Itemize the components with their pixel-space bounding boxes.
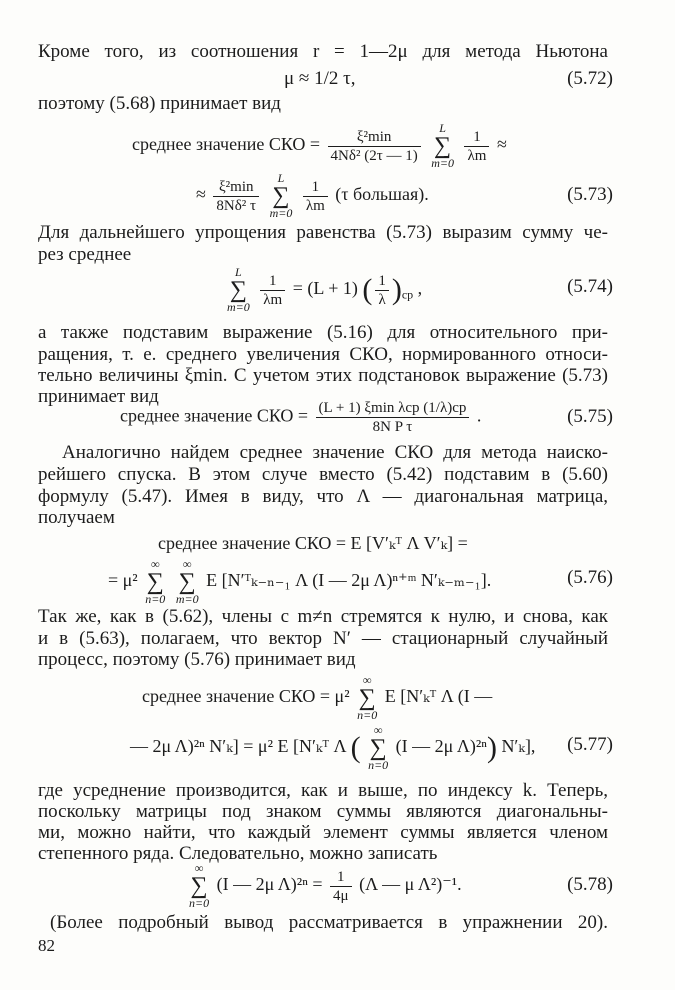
fraction-numerator: ξ²min bbox=[328, 128, 421, 147]
sum-upper-limit: ∞ bbox=[362, 673, 372, 687]
sum-upper-limit: ∞ bbox=[150, 557, 160, 571]
sum-lower-limit: n=0 bbox=[189, 896, 210, 910]
sum-upper-limit: L bbox=[235, 265, 242, 279]
equation-lhs: среднее значение СКО = bbox=[120, 405, 309, 426]
fraction-denominator: 8N P τ bbox=[372, 419, 413, 435]
fraction-denominator: λ bbox=[378, 291, 386, 308]
summation: L ∑ m=0 bbox=[227, 265, 250, 314]
fraction-numerator: 1 bbox=[375, 272, 389, 291]
fraction-denominator: λm bbox=[263, 291, 283, 308]
equation-rhs: (Λ — μ Λ²)⁻¹. bbox=[359, 874, 462, 895]
equation-5-73-line2 bbox=[196, 172, 429, 220]
approx-sign: ≈ bbox=[496, 134, 507, 155]
fraction bbox=[303, 178, 328, 215]
equation-number: (5.73) bbox=[567, 184, 613, 205]
equation-middle: = (L + 1) bbox=[292, 278, 358, 299]
fraction-denominator: λm bbox=[467, 147, 487, 164]
fraction bbox=[260, 272, 285, 309]
equation-5-77-line1 bbox=[142, 674, 492, 722]
text-line: степенного ряда. Следовательно, можно записать bbox=[38, 843, 438, 864]
equation-note: (τ большая). bbox=[335, 184, 429, 205]
text-line: а также подставим выражение (5.16) для относительного при- bbox=[38, 322, 608, 343]
text-line: ращения, т. е. среднего увеличения СКО, нормированного относи- bbox=[38, 344, 608, 365]
text-line: формулу (5.47). Имея в виду, что Λ — диагональная матрица, bbox=[38, 486, 608, 507]
sum-lower-limit: m=0 bbox=[175, 592, 199, 606]
fraction-numerator: ξ²min bbox=[213, 178, 259, 197]
text-line: тельно величины ξmin. С учетом этих подстановок выражение (5.73) bbox=[38, 365, 608, 386]
fraction bbox=[330, 868, 352, 905]
equation-5-76-line1 bbox=[158, 532, 468, 554]
fraction bbox=[316, 399, 470, 436]
approx-sign: ≈ bbox=[196, 184, 206, 205]
fraction-numerator: 1 bbox=[330, 868, 352, 887]
equation-body: E [N′ₖᵀ Λ (I — bbox=[384, 686, 493, 707]
sum-lower-limit: n=0 bbox=[368, 758, 389, 772]
text-line: Кроме того, из соотношения r = 1—2μ для метода Ньютона bbox=[38, 41, 608, 62]
summation: L ∑ m=0 bbox=[269, 171, 293, 220]
text-line: где усреднение производится, как и выше, по индексу k. Теперь, bbox=[38, 780, 608, 801]
equation-body: N′ₖ], bbox=[501, 736, 536, 757]
equation-body: (I — 2μ Λ)²ⁿ bbox=[395, 736, 487, 757]
fraction bbox=[375, 272, 389, 309]
equation-lhs: среднее значение СКО = bbox=[142, 686, 331, 707]
summation: ∞ ∑ n=0 bbox=[357, 673, 378, 722]
sum-lower-limit: m=0 bbox=[431, 156, 454, 170]
equation-number: (5.74) bbox=[567, 276, 613, 297]
text-line: процесс, поэтому (5.76) принимает вид bbox=[38, 649, 356, 670]
text-line: рейшего спуска. В этом случе вместо (5.42) подставим в (5.60) bbox=[38, 464, 608, 485]
fraction-denominator: 4Nδ² (2τ — 1) bbox=[330, 147, 418, 164]
equation-number: (5.76) bbox=[567, 567, 613, 588]
equation-5-74: L ∑ m=0 $\frac{1}{\lambda m}$ = (L + 1) ( $\frac{1}{\lambda}$ )$_{ср}$ , bbox=[227, 265, 423, 314]
summation: ∞ ∑ m=0 bbox=[175, 557, 199, 606]
equation-5-76-line2 bbox=[108, 558, 491, 606]
text-line: ми, можно найти, что каждый элемент суммы является членом bbox=[38, 822, 608, 843]
equation-prefix: μ² bbox=[334, 686, 350, 707]
text-line: принимает вид bbox=[38, 386, 159, 407]
fraction bbox=[213, 178, 259, 215]
sum-lower-limit: n=0 bbox=[357, 708, 378, 722]
text-line: поскольку матрицы под знаком суммы являются диагональны- bbox=[38, 801, 608, 822]
equation-5-73-line1 bbox=[132, 122, 507, 170]
sum-upper-limit: ∞ bbox=[182, 557, 192, 571]
equation-number: (5.75) bbox=[567, 406, 613, 427]
sum-lower-limit: m=0 bbox=[227, 300, 250, 314]
text-line: Аналогично найдем среднее значение СКО для метода наиско- bbox=[62, 442, 608, 463]
equation-lhs: среднее значение СКО = bbox=[158, 533, 347, 553]
equation-5-78 bbox=[186, 862, 462, 910]
text-line: получаем bbox=[38, 507, 115, 528]
text-line: и в (5.63), полагаем, что вектор N′ — стационарный случайный bbox=[38, 628, 608, 649]
fraction-denominator: 4μ bbox=[333, 887, 349, 904]
equation-tail: , bbox=[417, 278, 423, 299]
sum-lower-limit: m=0 bbox=[269, 206, 293, 220]
fraction-denominator: 8Nδ² τ bbox=[216, 197, 257, 214]
sum-upper-limit: ∞ bbox=[194, 861, 204, 875]
fraction-numerator: 1 bbox=[464, 128, 489, 147]
summation: ∞ ∑ n=0 bbox=[189, 861, 210, 910]
text-line: Так же, как в (5.62), члены с m≠n стремятся к нулю, и снова, как bbox=[38, 606, 608, 627]
fraction-numerator: (L + 1) ξmin λср (1/λ)ср bbox=[316, 399, 470, 418]
fraction-numerator: 1 bbox=[303, 178, 328, 197]
summation: ∞ ∑ n=0 bbox=[145, 557, 166, 606]
text-line: поэтому (5.68) принимает вид bbox=[38, 93, 281, 114]
fraction-denominator: λm bbox=[305, 197, 325, 214]
equation-5-75 bbox=[120, 399, 481, 436]
sum-upper-limit: ∞ bbox=[373, 723, 383, 737]
summation: L ∑ m=0 bbox=[431, 121, 454, 170]
sum-lower-limit: n=0 bbox=[145, 592, 166, 606]
text-line: (Более подробный вывод рассматривается в упражнении 20). bbox=[50, 912, 608, 933]
equation-5-77-line2: — 2μ Λ)²ⁿ N′ₖ] = μ² E [N′ₖᵀ Λ ( ∞ ∑ n=0 (I — 2μ Λ)²ⁿ) N′ₖ], bbox=[130, 723, 536, 772]
subscript: ср bbox=[401, 287, 414, 302]
text-line: Для дальнейшего упрощения равенства (5.73) выразим сумму че- bbox=[38, 222, 608, 243]
equation-body: E [N′ᵀₖ₋ₙ₋₁ Λ (I — 2μ Λ)ⁿ⁺ᵐ N′ₖ₋ₘ₋₁]. bbox=[206, 570, 492, 591]
summation: ∞ ∑ n=0 bbox=[368, 723, 389, 772]
equation-rhs: E [V′ₖᵀ Λ V′ₖ] = bbox=[350, 533, 468, 553]
text-line: рез среднее bbox=[38, 244, 132, 265]
equation-lhs: среднее значение СКО = bbox=[132, 134, 321, 155]
equation-prefix: = μ² bbox=[108, 570, 138, 591]
fraction bbox=[464, 128, 489, 165]
sum-upper-limit: L bbox=[439, 121, 446, 135]
equation-number: (5.78) bbox=[567, 874, 613, 895]
equation-number: (5.77) bbox=[567, 734, 613, 755]
equation-tail: . bbox=[476, 405, 482, 426]
equation-5-72: μ ≈ 1/2 τ, bbox=[284, 68, 356, 89]
equation-lhs: (I — 2μ Λ)²ⁿ = bbox=[216, 874, 323, 895]
equation-body: — 2μ Λ)²ⁿ N′ₖ] = μ² E [N′ₖᵀ Λ bbox=[130, 736, 347, 757]
sum-upper-limit: L bbox=[277, 171, 285, 185]
equation-number: (5.72) bbox=[567, 68, 613, 89]
fraction bbox=[328, 128, 421, 165]
page-number: 82 bbox=[38, 936, 55, 955]
fraction-numerator: 1 bbox=[260, 272, 285, 291]
